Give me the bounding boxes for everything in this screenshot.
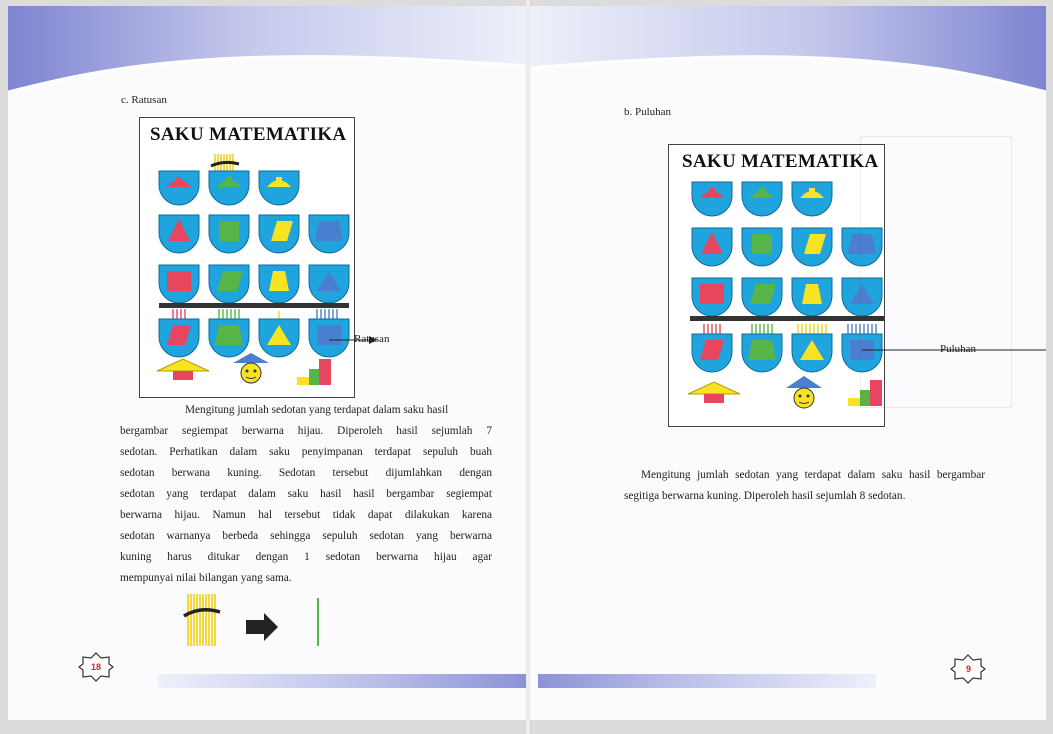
board-title: SAKU MATEMATIKA <box>150 124 347 145</box>
paragraph-line: Mengitung jumlah sedotan yang terdapat dalam saku hasil bergambar <box>641 469 985 481</box>
paragraph-line: berwarna hijau. Namun hal tersebut tidak dapat dilakukan karena <box>120 509 492 521</box>
yellow-straw-bundle-icon <box>188 594 215 646</box>
show-through-shadow <box>860 136 1012 408</box>
callout-puluhan: Puluhan <box>940 343 977 355</box>
header-wave-decoration <box>8 6 526 126</box>
paragraph-line: segitiga berwarna kuning. Diperoleh hasil sejumlah 8 sedotan. <box>624 490 906 502</box>
exchange-illustration <box>178 590 338 650</box>
house-icon <box>157 359 209 380</box>
pocket-row-4 <box>692 324 882 372</box>
callout-ratusan: Ratusan <box>354 333 390 345</box>
pocket-row-1 <box>159 171 299 205</box>
paragraph-line: mempunyai nilai bilangan yang sama. <box>120 572 292 584</box>
paragraph-line: sedotan berwana kuning. Sedotan tersebut dijumlahkan dengan <box>120 467 492 479</box>
pocket-row-3 <box>692 278 882 316</box>
pocket-row-4 <box>159 309 349 357</box>
pocket-row-3 <box>159 265 349 303</box>
paragraph-line: sedotan yang terdapat dalam saku hasil hasil bergambar segiempat <box>120 488 492 500</box>
pocket-grid <box>139 117 469 397</box>
paragraph-line: sedotan warnanya berbeda sehingga sepuluh sedotan yang berwarna <box>120 530 492 542</box>
board-title: SAKU MATEMATIKA <box>682 151 879 172</box>
paragraph-line: sedotan. Perhatikan dalam saku penyimpanan terdapat sepuluh buah <box>120 446 492 458</box>
arrow-right-icon <box>246 613 278 641</box>
pocket-row-2 <box>692 228 882 266</box>
header-wave-decoration <box>530 6 1046 126</box>
face-icon <box>233 353 269 383</box>
page-number: 9 <box>966 664 972 674</box>
footer-bar <box>158 674 526 688</box>
section-label: c. Ratusan <box>121 94 167 106</box>
bar-blocks-icon <box>297 359 331 385</box>
pocket-row-1 <box>692 182 832 216</box>
footer-bar <box>538 674 876 688</box>
house-icon <box>688 382 740 403</box>
paragraph-line: kuning harus ditukar dengan 1 sedotan berwarna hijau agar <box>120 551 492 563</box>
pocket-row-2 <box>159 215 349 253</box>
paragraph-line-1: Mengitung jumlah sedotan yang terdapat dalam saku hasil <box>185 404 449 416</box>
paragraph-line: bergambar segiempat berwarna hijau. Diperoleh hasil sejumlah 7 <box>120 425 492 437</box>
section-label: b. Puluhan <box>624 106 672 118</box>
page-number: 18 <box>91 662 102 672</box>
right-page <box>530 6 1046 720</box>
face-icon <box>786 376 822 408</box>
left-page <box>8 6 526 720</box>
